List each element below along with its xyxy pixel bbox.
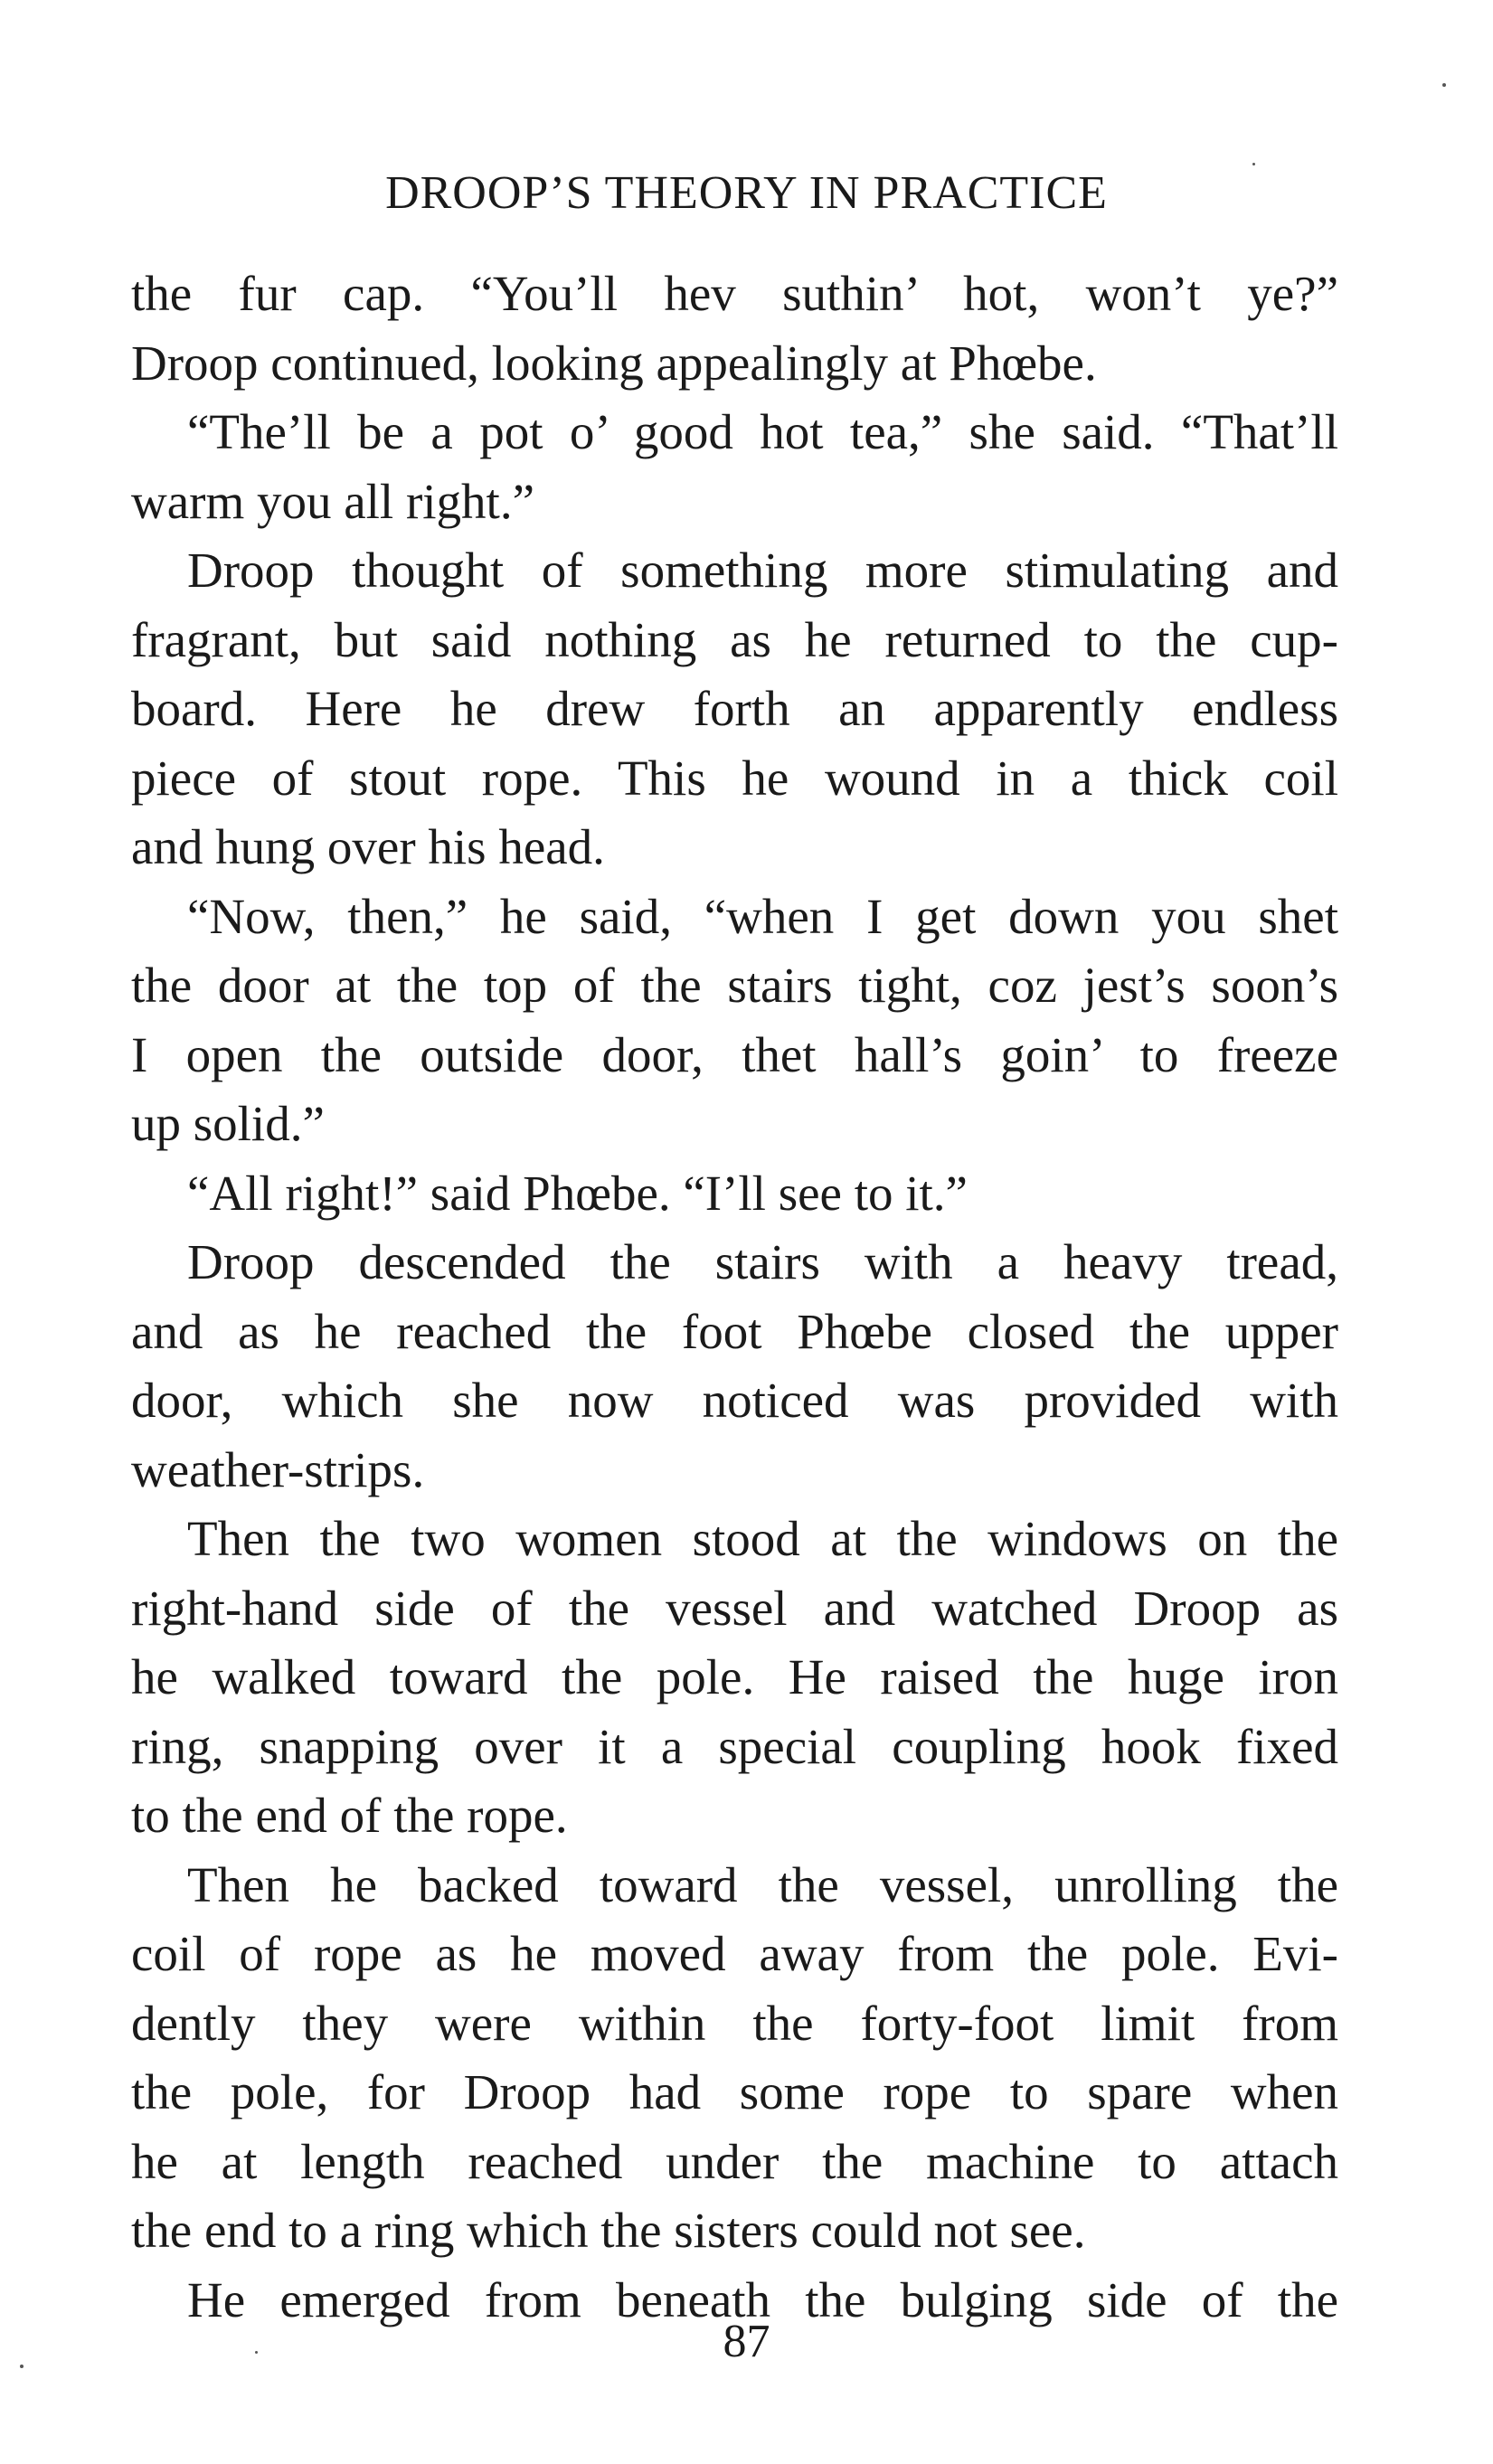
paragraph [131, 883, 1338, 1159]
text-line: weather-strips. [131, 1441, 425, 1497]
text-line: he at length reached under the machine to attach [131, 2133, 1338, 2189]
running-head: DROOP’S THEORY IN PRACTICE [385, 167, 1108, 219]
text-line: ring, snapping over it a special coupling hook fixed [131, 1718, 1338, 1774]
scan-speck [1252, 163, 1255, 165]
text-line: to the end of the rope. [131, 1788, 568, 1843]
text-line: the door at the top of the stairs tight, coz jest’s soon’s [131, 958, 1338, 1013]
text-line: and hung over his head. [131, 819, 605, 874]
scan-speck [255, 2351, 258, 2354]
text-line: Then the two women stood at the windows on the [187, 1511, 1338, 1566]
text-line: and as he reached the foot Phœbe closed the upper [131, 1303, 1338, 1359]
text-line: the end to a ring which the sisters could not see. [131, 2203, 1086, 2258]
text-line: the pole, for Droop had some rope to spare when [131, 2064, 1338, 2119]
text-line: “Now, then,” he said, “when I get down you shet [187, 888, 1338, 944]
paragraph [131, 1228, 1338, 1505]
paragraph [131, 398, 1338, 536]
text-line: dently they were within the forty-foot limit from [131, 1995, 1338, 2051]
body-text [131, 260, 1338, 2335]
text-line: He emerged from beneath the bulging side of the [187, 2271, 1338, 2327]
paragraph [131, 260, 1338, 398]
text-line: he walked toward the pole. He raised the huge iron [131, 1649, 1338, 1704]
text-line: fragrant, but said nothing as he returned to the cup- [131, 611, 1338, 667]
text-line: Droop continued, looking appealingly at Phœbe. [131, 335, 1097, 391]
text-line: warm you all right.” [131, 473, 534, 529]
text-line: “All right!” said Phœbe. “I’ll see to it.” [187, 1165, 968, 1221]
text-line: door, which she now noticed was provided with [131, 1373, 1338, 1428]
text-line: “The’ll be a pot o’ good hot tea,” she said. “That’ll [187, 404, 1338, 459]
text-line: piece of stout rope. This he wound in a thick coil [131, 750, 1338, 806]
text-line: Droop thought of something more stimulating and [187, 543, 1338, 598]
text-line: board. Here he drew forth an apparently endless [131, 681, 1338, 736]
paragraph [131, 1851, 1338, 2266]
text-line: the fur cap. “You’ll hev suthin’ hot, won’t ye?” [131, 266, 1338, 321]
text-line: I open the outside door, thet hall’s goin’ to freeze [131, 1026, 1338, 1082]
text-line: Droop descended the stairs with a heavy tread, [187, 1234, 1338, 1289]
paragraph [131, 1505, 1338, 1851]
scan-speck [1442, 83, 1446, 87]
scan-speck [20, 2365, 24, 2368]
text-line: Then he backed toward the vessel, unrolling the [187, 1856, 1338, 1912]
page-number: 87 [723, 2316, 770, 2367]
text-line: up solid.” [131, 1096, 325, 1151]
text-line: coil of rope as he moved away from the pole. Evi- [131, 1926, 1338, 1981]
paragraph [131, 1159, 1338, 1229]
text-line: right-hand side of the vessel and watched Droop as [131, 1580, 1338, 1636]
paragraph [131, 536, 1338, 883]
